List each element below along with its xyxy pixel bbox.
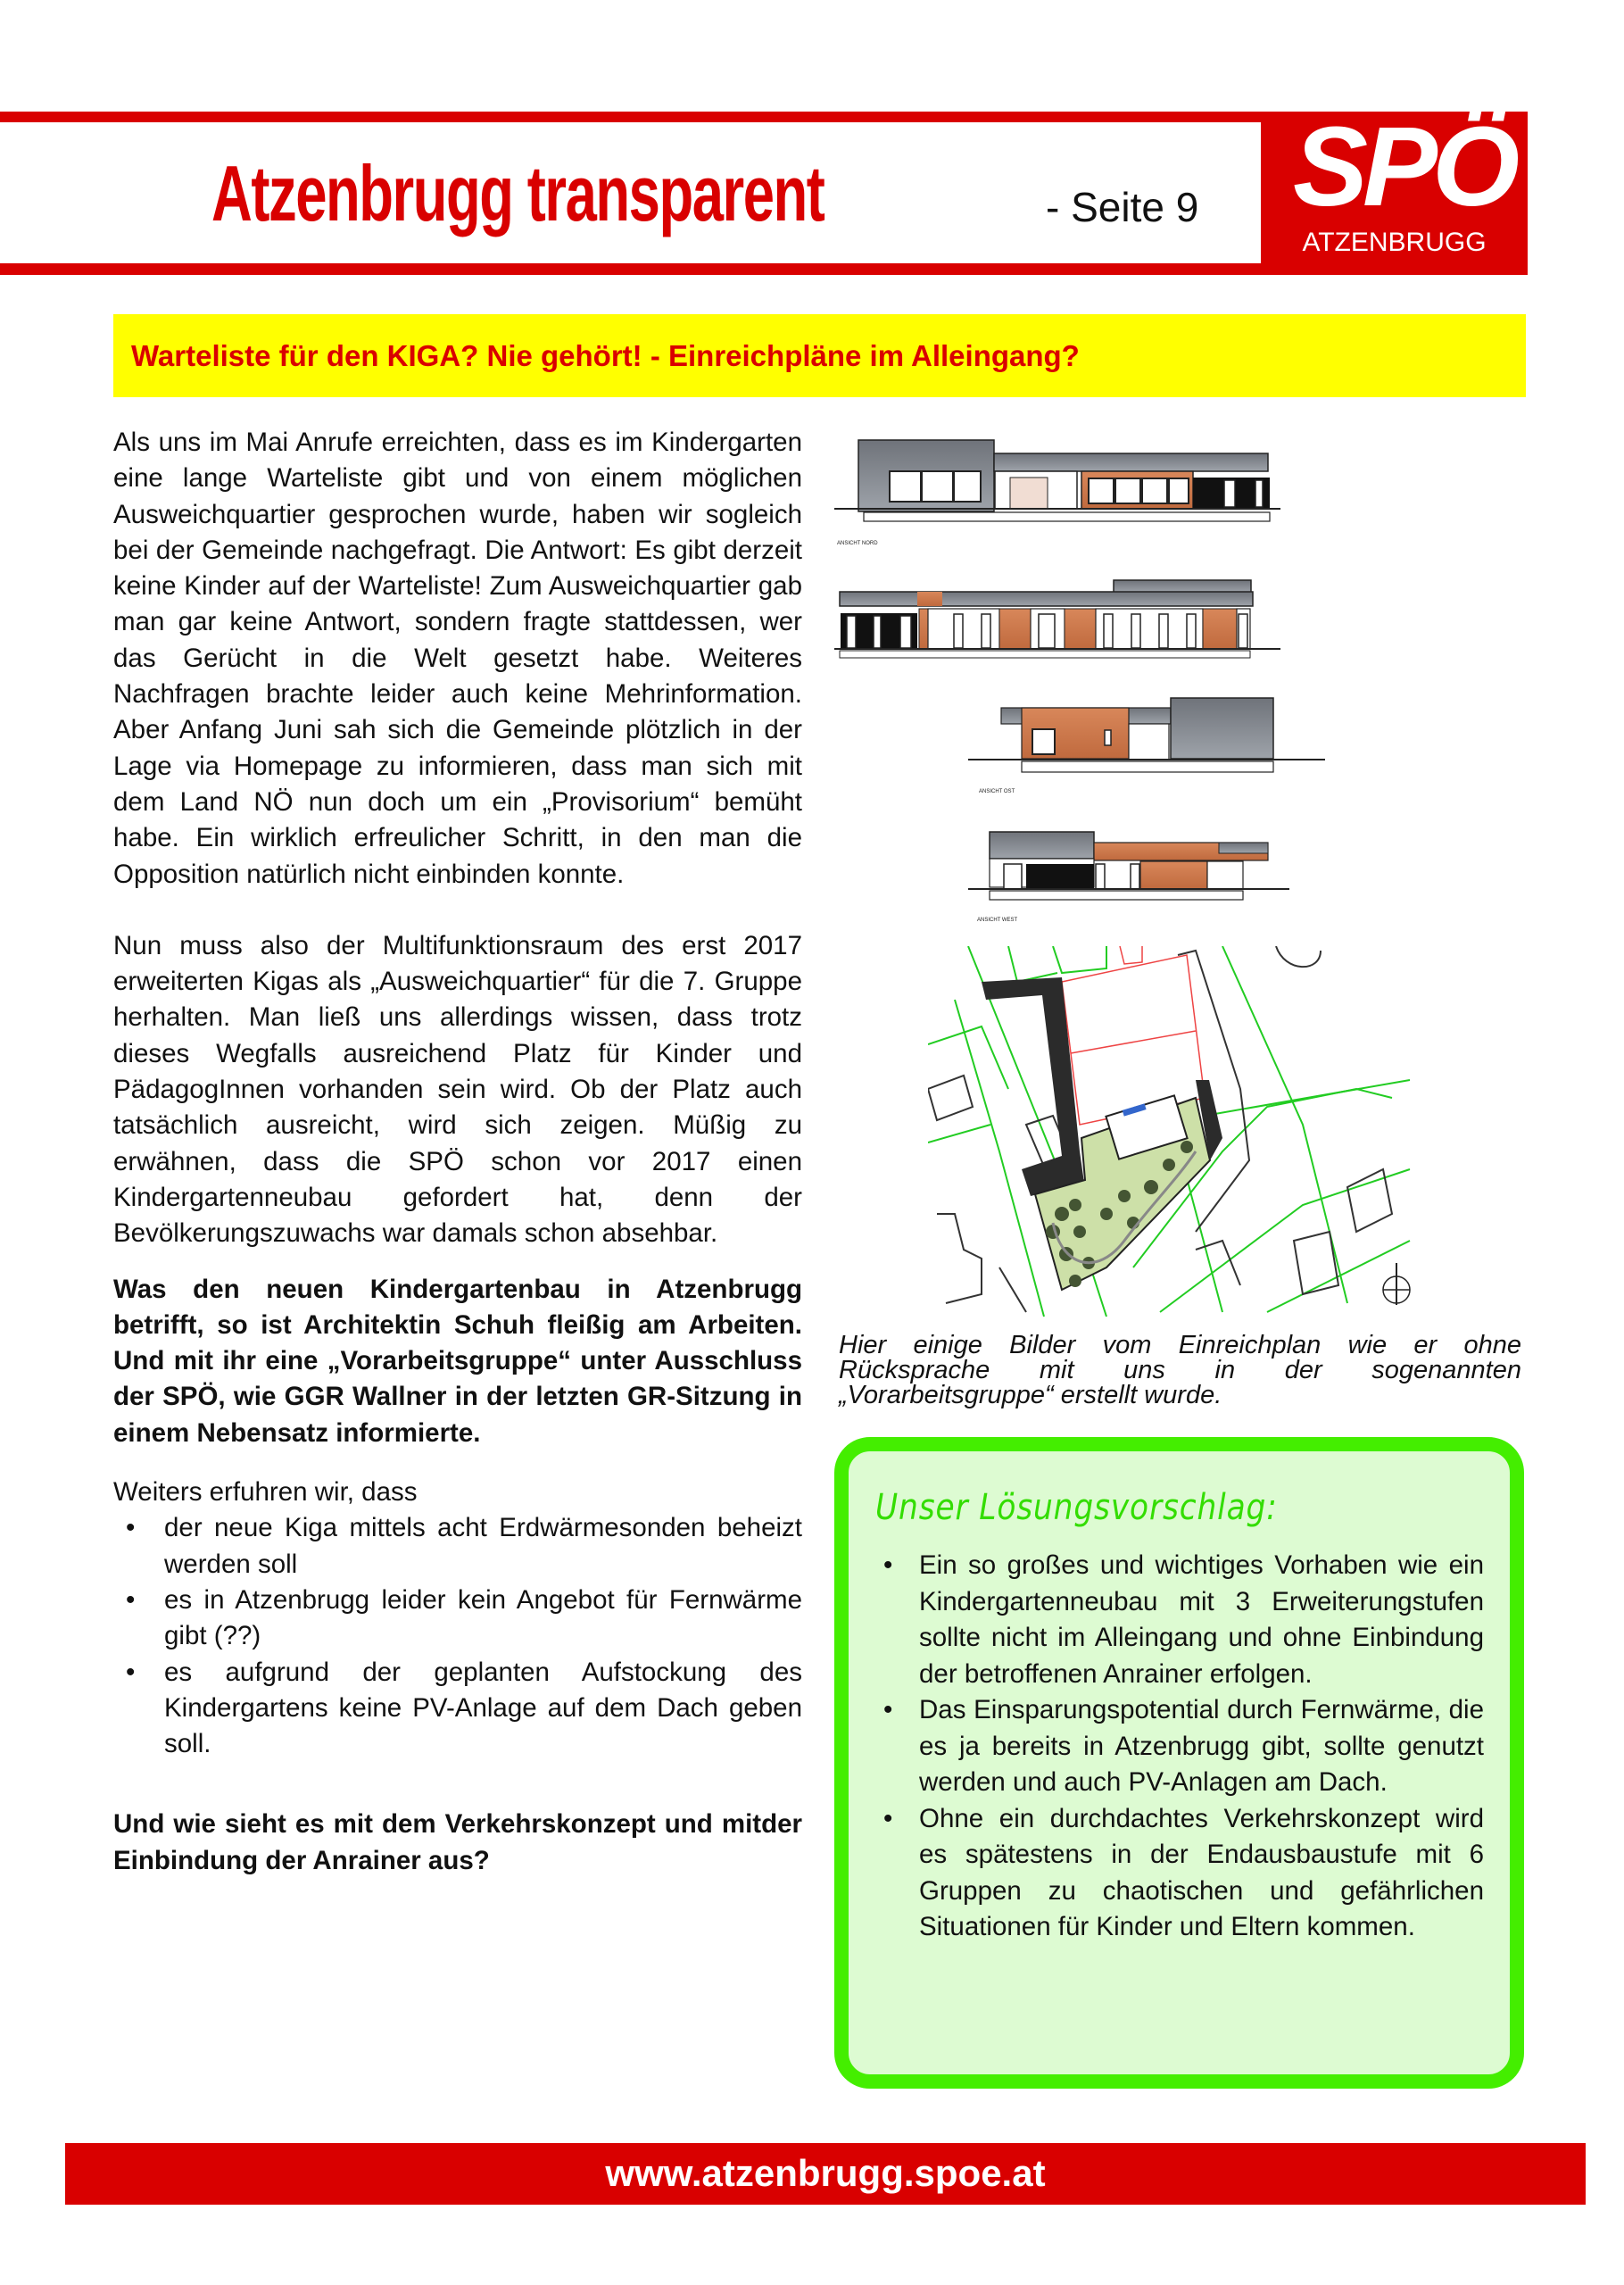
elevation-west-drawing — [968, 826, 1343, 933]
elevation-north-svg — [834, 427, 1530, 547]
north-arrow-icon — [1383, 1263, 1410, 1305]
elevation-north-drawing — [834, 427, 1530, 547]
elevation-south-drawing — [834, 576, 1530, 674]
website-link[interactable]: www.atzenbrugg.spoe.at — [605, 2152, 1046, 2194]
article-paragraph: Nun muss also der Multifunktionsraum des erst 2017 erweiterten Kigas als „Ausweichquartier“ für die 7. Gruppe herhalten. Man ließ uns allerdings wissen, dass trotz dieses Wegfalls ausreichend Platz für Kinder und PädagogInnen vorhanden sein wird. Ob der Platz auch tatsächlich ausreicht, wird sich zeigen. Müßig zu erwähnen, dass die SPÖ schon vor 2017 einen Kindergartenneubau gefordert hat, denn der Bevölkerungszuwachs war damals schon absehbar. — [113, 930, 802, 1249]
elevation-west-svg — [968, 826, 1343, 933]
proposal-list — [868, 1548, 1484, 1946]
plot-boundary — [1062, 946, 1205, 1125]
elevation-label: ANSICHT WEST — [977, 918, 1018, 923]
proposal-item: • Ohne ein durchdachtes Verkehrskonzept wird es spätestens in der Endausbaustufe mit 6 Gruppen zu chaotischen und gefährlichen Situationen für Kinder und Eltern kommen. — [868, 1801, 1484, 1946]
logo-subtitle: ATZENBRUGG — [1302, 228, 1487, 257]
site-plan-drawing — [928, 946, 1428, 1321]
elevation-label: ANSICHT NORD — [837, 541, 878, 546]
page-footer — [65, 2143, 1586, 2205]
header-title-panel — [0, 122, 1261, 263]
headline: Warteliste für den KIGA? Nie gehört! - Einreichpläne im Alleingang? — [131, 339, 1080, 372]
header-title-group — [211, 149, 1199, 238]
headline-banner — [113, 314, 1526, 397]
spoe-logo — [1261, 104, 1528, 275]
figure-caption: Hier einige Bilder vom Einreichplan wie er ohne Rücksprache mit uns in der sogenannten „Vorarbeitsgruppe“ erstellt wurde. — [839, 1331, 1521, 1409]
publication-title: Atzenbrugg transparent — [211, 149, 824, 237]
logo-wordmark: SPÖ — [1293, 104, 1515, 229]
proposal-box — [834, 1437, 1524, 2089]
elevation-label: ANSICHT OST — [979, 789, 1015, 794]
article-body — [113, 425, 802, 1879]
proposal-title: Unser Lösungsvorschlag: — [875, 1487, 1278, 1528]
article-paragraph: Als uns im Mai Anrufe erreichten, dass es im Kindergarten eine lange Warteliste gibt und von einem möglichen Ausweichquartier gesprochen wurde, haben wir sogleich bei der Gemeinde nachgefragt. Die Antwort: Es gibt derzeit keine Kinder auf der Warteliste! Zum Ausweichquartier gab man gar keine Antwort, sondern fragte stattdessen, wer das Gerücht in die Welt gesetzt habe. Weiteres Nachfragen brachte leider auch keine Mehrinformation. Aber Anfang Juni sah sich die Gemeinde plötzlich in der Lage via Homepage zu informieren, dass man sich mit dem Land NÖ nun doch um ein „Provisorium“ bemüht habe. Ein wirklich erfreulicher Schritt, in den man die Opposition natürlich nicht einbinden konnte. — [113, 428, 802, 889]
list-item: • es in Atzenbrugg leider kein Angebot für Fernwärme gibt (??) — [113, 1583, 802, 1655]
facts-list — [113, 1510, 802, 1762]
page-number-label: - Seite 9 — [1046, 184, 1199, 230]
elevation-east-svg — [968, 692, 1343, 799]
list-item: • es aufgrund der geplanten Aufstockung des Kindergartens keine PV-Anlage auf dem Dach geben soll. — [113, 1655, 802, 1763]
elevation-east-drawing — [968, 692, 1343, 799]
page-header — [0, 104, 1528, 275]
closing-question: Und wie sieht es mit dem Verkehrskonzept und mitder Einbindung der Anrainer aus? — [113, 1809, 802, 1875]
list-intro: Weiters erfuhren wir, dass — [113, 1477, 418, 1508]
access-road — [982, 977, 1084, 1196]
proposal-item: • Ein so großes und wichtiges Vorhaben wie ein Kindergartenneubau mit 3 Erweiterungstufen sollte nicht im Alleingang und ohne Einbindung der betroffenen Anrainer erfolgen. — [868, 1548, 1484, 1692]
article-paragraph-bold: Was den neuen Kindergartenbau in Atzenbrugg betrifft, so ist Architektin Schuh fleißig am Arbeiten. Und mit ihr eine „Vorarbeitsgruppe“ unter Ausschluss der SPÖ, wie GGR Wallner in der letzten GR-Sitzung in einem Nebensatz informierte. — [113, 1274, 802, 1448]
elevation-south-svg — [834, 576, 1530, 674]
site-plan-svg — [928, 946, 1428, 1321]
list-item: • der neue Kiga mittels acht Erdwärmesonden beheizt werden soll — [113, 1510, 802, 1583]
roof-segment — [994, 453, 1268, 471]
proposal-item: • Das Einsparungspotential durch Fernwärme, die es ja bereits in Atzenbrugg gibt, sollte genutzt werden und auch PV-Anlagen am Dach. — [868, 1692, 1484, 1801]
